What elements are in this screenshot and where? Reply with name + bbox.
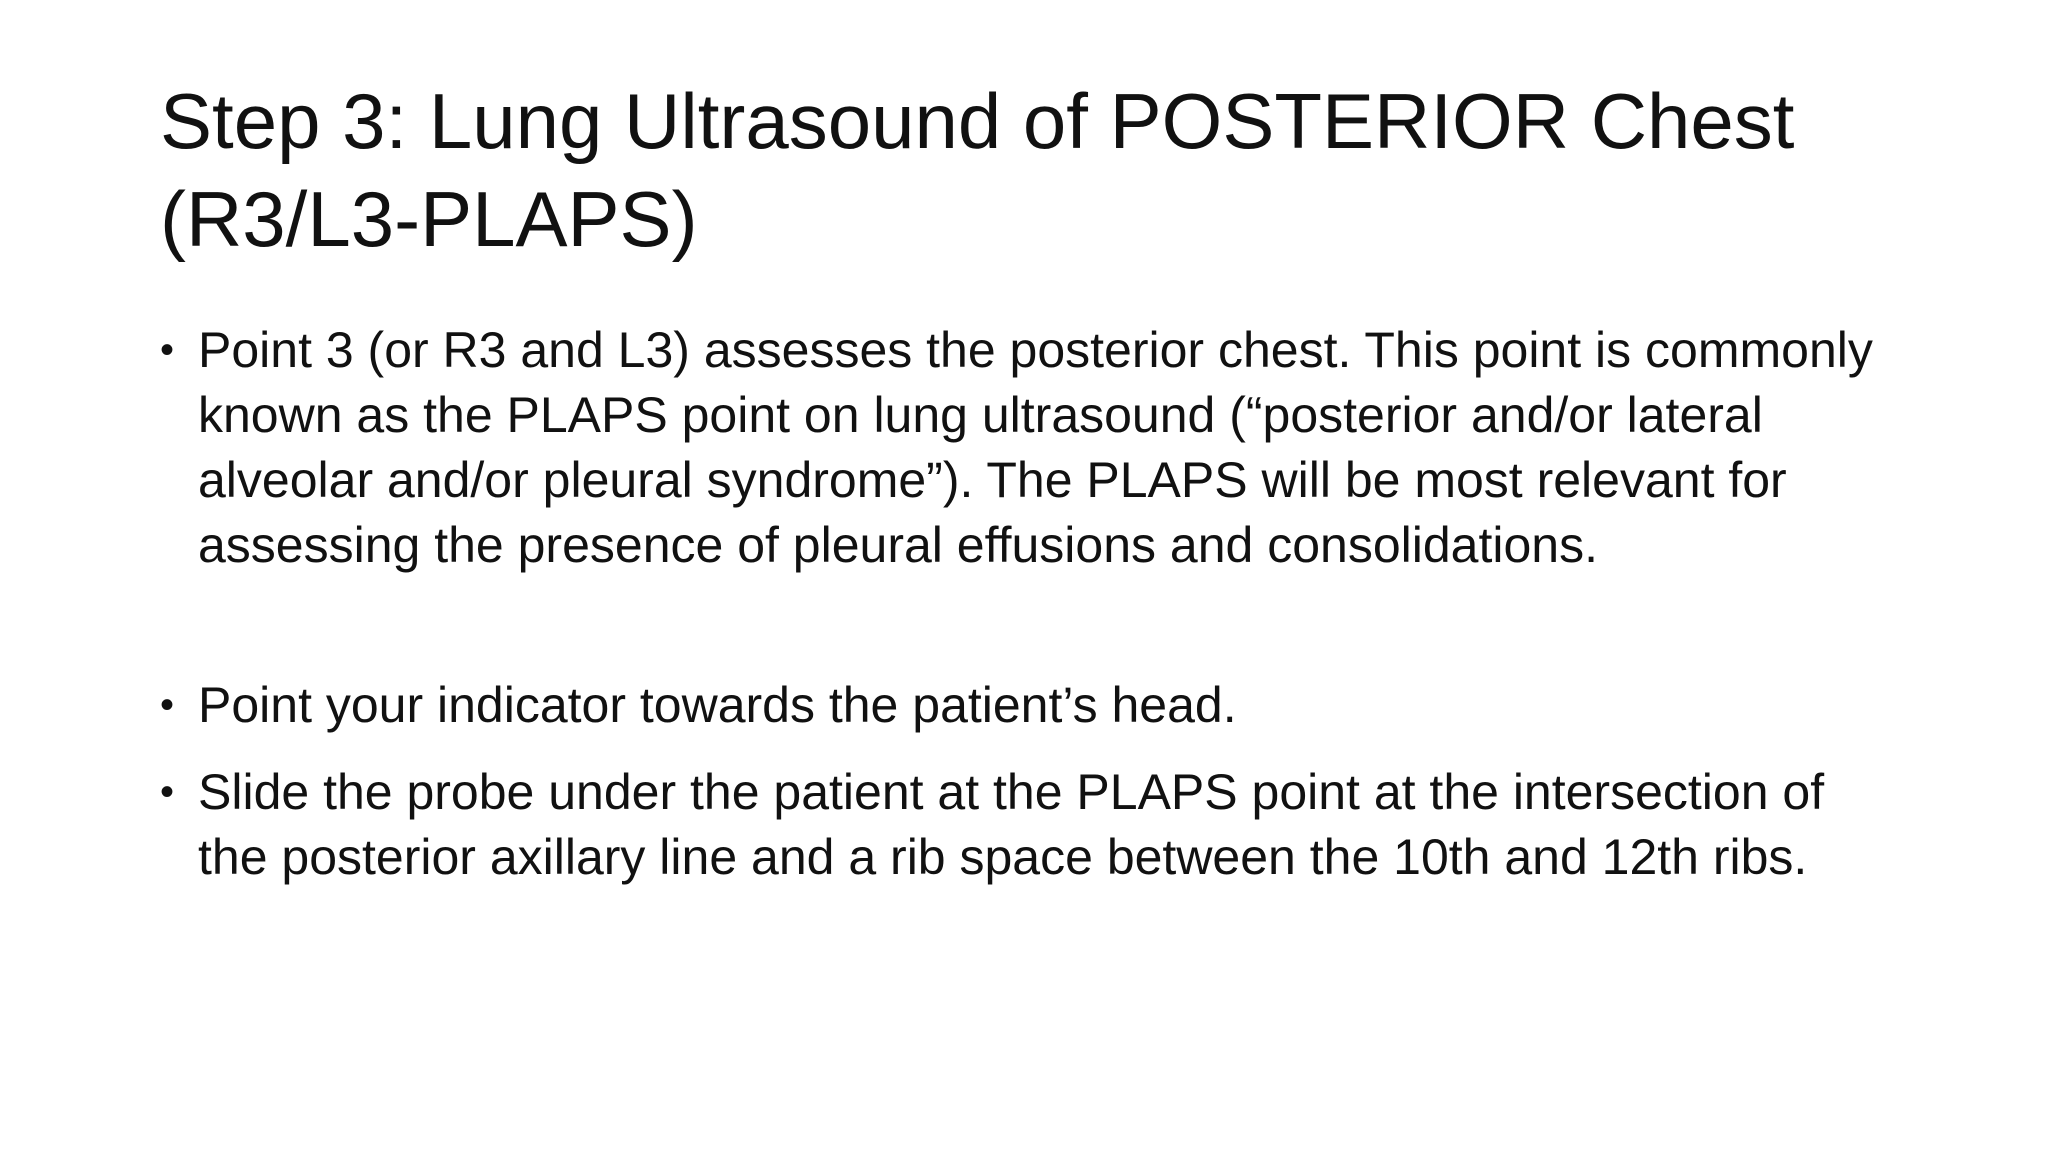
bullet-item-3 <box>160 760 1900 890</box>
bullet-dot-icon: • <box>160 683 175 727</box>
bullet-text-1: Point 3 (or R3 and L3) assesses the posterior chest. This point is commonly known as the PLAPS point on lung ultrasound (“posterior and/or lateral alveolar and/or pleural syndrome”). The PLAPS will be most relevant for assessing the presence of pleural effusions and consolidations. <box>198 322 1873 573</box>
bullet-text-3: Slide the probe under the patient at the PLAPS point at the intersection of the posterior axillary line and a rib space between the 10th and 12th ribs. <box>198 764 1825 885</box>
bullet-dot-icon: • <box>160 770 175 814</box>
bullet-text-2: Point your indicator towards the patient’s head. <box>198 677 1237 733</box>
slide-title: Step 3: Lung Ultrasound of POSTERIOR Chest (R3/L3-PLAPS) <box>160 77 1795 263</box>
bullet-item-1 <box>160 318 1900 578</box>
bullet-dot-icon: • <box>160 328 175 372</box>
bullet-list <box>160 318 1900 890</box>
bullet-item-2 <box>160 673 1900 738</box>
